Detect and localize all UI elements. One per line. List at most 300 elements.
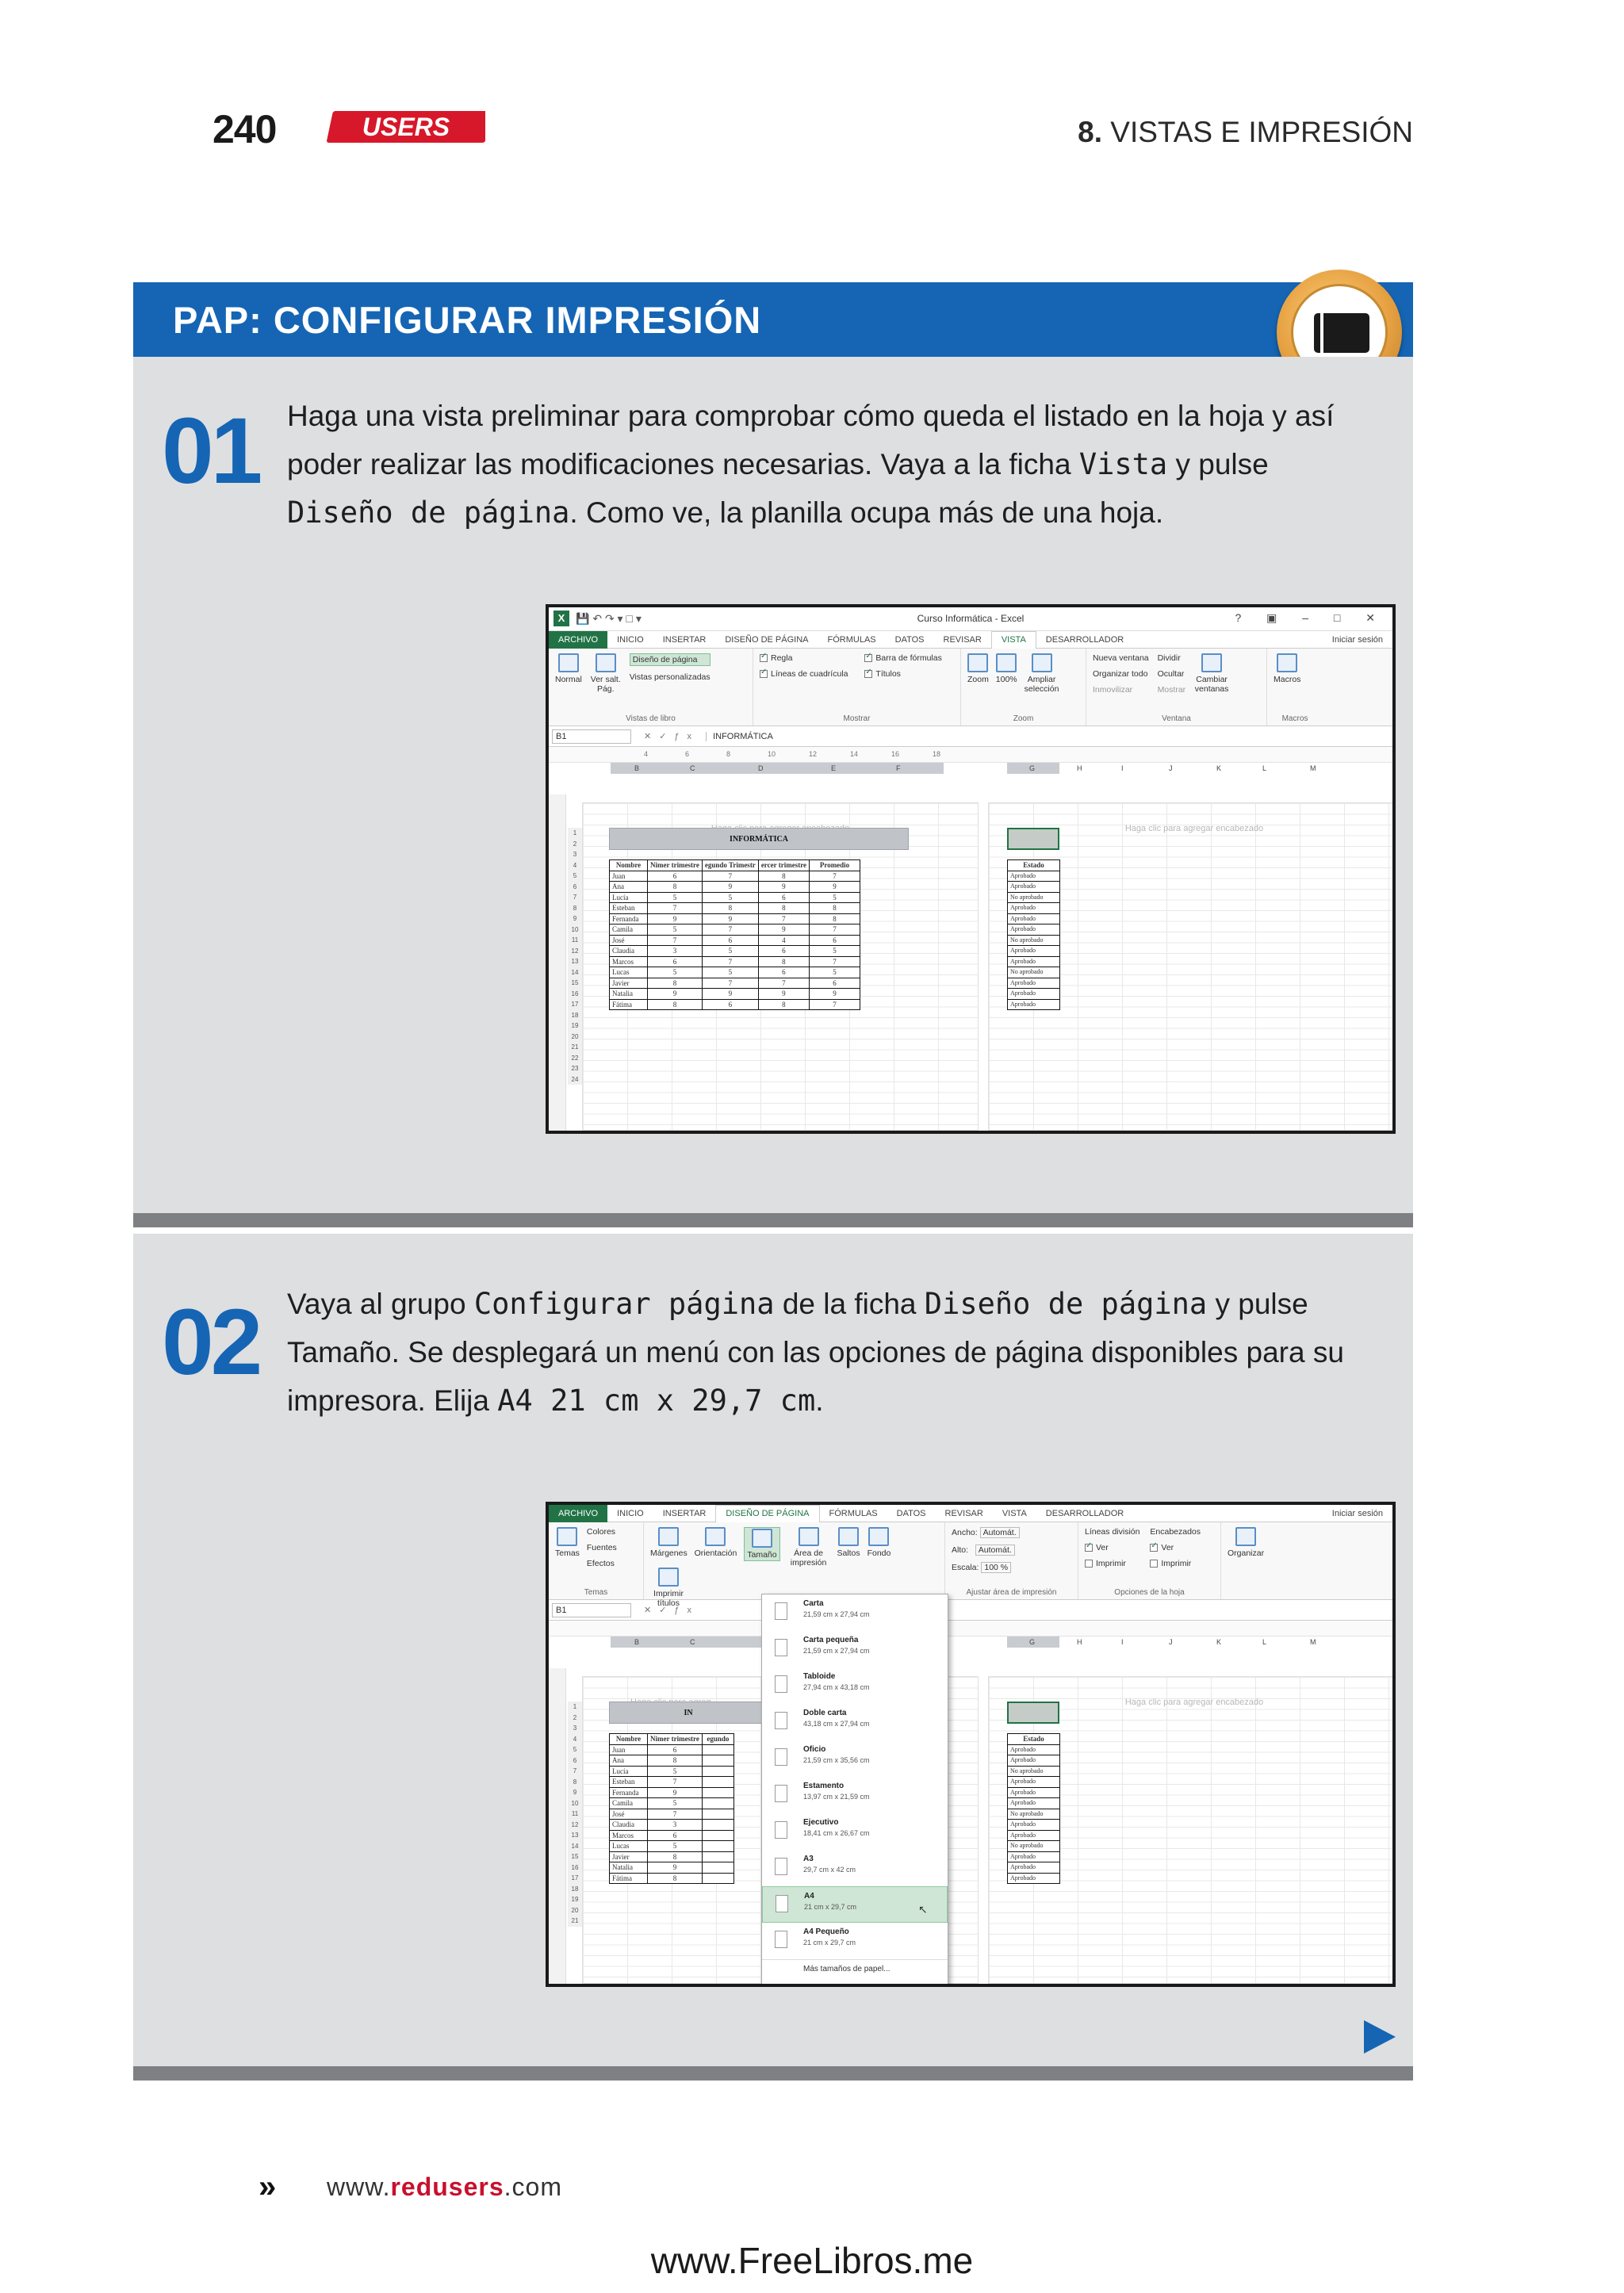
cell[interactable]: 7	[758, 978, 809, 989]
tab-formulas[interactable]: FÓRMULAS	[827, 634, 876, 645]
name-box[interactable]: B1	[552, 1603, 631, 1617]
cell[interactable]: Lucía	[610, 1766, 648, 1777]
cell[interactable]: 8	[648, 999, 703, 1010]
cell[interactable]: Nombre	[610, 1734, 648, 1745]
table-row	[1008, 1820, 1060, 1831]
cell[interactable]: Camila	[610, 1798, 648, 1809]
size-button[interactable]: Tamaño	[744, 1527, 779, 1561]
cell[interactable]: 9	[758, 882, 809, 893]
unhide-button[interactable]: Mostrar	[1157, 685, 1186, 695]
cell[interactable]: Aprobado	[1008, 1851, 1060, 1862]
zoom-selection-button[interactable]: Ampliar selección	[1025, 653, 1059, 694]
cell[interactable]: 6	[702, 999, 758, 1010]
cell[interactable]: 5	[702, 967, 758, 978]
cell[interactable]: Aprobado	[1008, 1862, 1060, 1874]
cell[interactable]: 6	[648, 956, 703, 967]
background-button[interactable]: Fondo	[868, 1527, 891, 1558]
cell[interactable]: Aprobado	[1008, 903, 1060, 914]
cell[interactable]: 7	[702, 871, 758, 882]
tab-vista[interactable]: VISTA	[1002, 1508, 1027, 1518]
step-divider	[133, 2066, 1413, 2081]
cell[interactable]: Aprobado	[1008, 882, 1060, 893]
paper-size-dimensions: 21,59 cm x 35,56 cm	[803, 1756, 870, 1764]
cell[interactable]	[702, 1744, 733, 1755]
cell[interactable]: 9	[810, 882, 860, 893]
more-paper-sizes-link[interactable]: Más tamaños de papel...	[762, 1959, 948, 1973]
cell[interactable]: Esteban	[610, 1777, 648, 1788]
cell[interactable]: 5	[648, 1766, 703, 1777]
cell[interactable]: 7	[648, 1777, 703, 1788]
cell[interactable]: Fátima	[610, 1873, 648, 1884]
formula-value[interactable]: INFORMÁTICA	[706, 732, 773, 741]
table-row	[610, 1873, 734, 1884]
group-ventana: Nueva ventana Organizar todo Inmovilizar Dividir Ocultar Mostrar Cambiar ventanas Ventana	[1086, 649, 1267, 725]
paper-size-item[interactable]	[762, 1631, 948, 1667]
cell[interactable]: 8	[648, 1851, 703, 1862]
page-layout-button[interactable]: Diseño de página	[630, 653, 710, 666]
sign-in-link[interactable]: Iniciar sesión	[1331, 1508, 1383, 1518]
cell[interactable]: 6	[810, 978, 860, 989]
cell[interactable]: José	[610, 1809, 648, 1820]
table-row	[1008, 989, 1060, 1000]
table-row	[1008, 956, 1060, 967]
table-row	[610, 935, 860, 946]
cell[interactable]: 6	[648, 1830, 703, 1841]
breaks-button[interactable]: Saltos	[837, 1527, 860, 1558]
cell[interactable]: 4	[758, 935, 809, 946]
cell[interactable]: 8	[702, 903, 758, 914]
pap-title: PAP: CONFIGURAR IMPRESIÓN	[173, 299, 762, 341]
scale-input[interactable]: Escala: 100 %	[952, 1562, 1071, 1573]
cell[interactable]: 5	[702, 892, 758, 903]
themes-button[interactable]: Temas	[555, 1527, 580, 1558]
table-row	[610, 989, 860, 1000]
paper-size-name: Carta	[803, 1599, 824, 1608]
page-break-button[interactable]: Ver salt. Pág.	[589, 653, 622, 694]
table-row	[1008, 903, 1060, 914]
cell[interactable]	[702, 1862, 733, 1874]
cell[interactable]: egundo	[702, 1734, 733, 1745]
paper-size-item[interactable]	[762, 1704, 948, 1740]
grades-table	[609, 1733, 734, 1884]
tab-inicio[interactable]: INICIO	[617, 1508, 644, 1518]
group-opciones-hoja: Líneas división ✓ Ver Imprimir Encabezados ✓ Ver Imprimir Opciones de la hoja	[1078, 1522, 1221, 1599]
cell[interactable]: 5	[810, 967, 860, 978]
cell[interactable]: 7	[758, 913, 809, 924]
cell[interactable]: 6	[758, 892, 809, 903]
paper-size-dimensions: 29,7 cm x 42 cm	[803, 1866, 856, 1874]
zoom-100-button[interactable]: 100%	[996, 653, 1017, 684]
switch-windows-button[interactable]: Cambiar ventanas	[1194, 653, 1229, 694]
cell[interactable]: Estado	[1008, 1734, 1060, 1745]
table-row	[610, 1755, 734, 1767]
cell[interactable]: 5	[810, 946, 860, 957]
cell[interactable]: 7	[702, 978, 758, 989]
cell[interactable]: No aprobado	[1008, 1766, 1060, 1777]
ruler-checkbox[interactable]: ✓ Regla	[760, 653, 848, 663]
page-icon	[775, 1712, 787, 1729]
cell[interactable]: Aprobado	[1008, 989, 1060, 1000]
cell[interactable]: Aprobado	[1008, 956, 1060, 967]
tab-datos[interactable]: DATOS	[894, 634, 925, 645]
cell[interactable]: 7	[810, 956, 860, 967]
cell[interactable]	[702, 1787, 733, 1798]
cell[interactable]	[702, 1766, 733, 1777]
paper-size-item[interactable]	[762, 1886, 948, 1923]
group-macros: Macros Macros	[1267, 649, 1323, 725]
cell[interactable]: 8	[648, 1755, 703, 1767]
sign-in-link[interactable]: Iniciar sesión	[1331, 634, 1383, 645]
paper-size-item[interactable]	[762, 1667, 948, 1704]
paper-size-name: Doble carta	[803, 1709, 847, 1717]
tab-desarrollador[interactable]: DESARROLLADOR	[1045, 1508, 1124, 1518]
table-row	[610, 1787, 734, 1798]
cell[interactable]: Marcos	[610, 1830, 648, 1841]
worksheet-area[interactable]	[549, 794, 1392, 1131]
cell[interactable]	[702, 1809, 733, 1820]
formula-bar-checkbox[interactable]: ✓ Barra de fórmulas	[864, 653, 941, 663]
tab-inicio[interactable]: INICIO	[617, 634, 644, 645]
new-window-button[interactable]: Nueva ventana	[1093, 653, 1149, 663]
table-row	[610, 924, 860, 936]
cell[interactable]: Aprobado	[1008, 1820, 1060, 1831]
cell[interactable]: Marcos	[610, 956, 648, 967]
cell[interactable]: Nimer trimestre	[648, 860, 703, 871]
cell[interactable]: 5	[648, 1841, 703, 1852]
zoom-button[interactable]: Zoom	[967, 653, 989, 684]
cell[interactable]: 8	[648, 978, 703, 989]
headings-checkbox[interactable]: ✓ Títulos	[864, 669, 941, 679]
cell[interactable]: Nimer trimestre	[648, 1734, 703, 1745]
cell[interactable]: Esteban	[610, 903, 648, 914]
gridlines-checkbox[interactable]: ✓ Líneas de cuadrícula	[760, 669, 848, 679]
row-numbers: 1 2 3 4 5 6 7 8 9 10 11 12 13 14 15 16 17 18 19 20 21	[568, 1702, 582, 1927]
cell[interactable]: Aprobado	[1008, 946, 1060, 957]
cell[interactable]: Javier	[610, 978, 648, 989]
worksheet-area[interactable]	[549, 1668, 1392, 1984]
table-row	[610, 1841, 734, 1852]
cell[interactable]: José	[610, 935, 648, 946]
cell[interactable]: 3	[648, 946, 703, 957]
formula-bar	[549, 726, 1392, 747]
margins-button[interactable]: Márgenes	[650, 1527, 688, 1558]
cell[interactable]: 8	[758, 956, 809, 967]
cell[interactable]: 7	[648, 1809, 703, 1820]
sheet-title-cell[interactable]: INFORMÁTICA	[609, 828, 909, 850]
table-row	[610, 882, 860, 893]
cell[interactable]: 8	[758, 903, 809, 914]
cell[interactable]: 5	[648, 924, 703, 936]
cell[interactable]: egundo Trimestr	[702, 860, 758, 871]
cell[interactable]: 8	[648, 882, 703, 893]
paper-size-item[interactable]	[762, 1777, 948, 1813]
cell[interactable]: 5	[648, 892, 703, 903]
fonts-button[interactable]: Fuentes	[586, 1543, 617, 1552]
table-row	[1008, 978, 1060, 989]
horizontal-ruler: 4 6 8 10 12 14 16 18	[549, 747, 1392, 763]
cell[interactable]: Lucas	[610, 1841, 648, 1852]
tab-insertar[interactable]: INSERTAR	[662, 634, 707, 645]
tab-revisar[interactable]: REVISAR	[944, 1508, 983, 1518]
window-controls[interactable]: ? ▣ – □ ✕	[1235, 611, 1386, 624]
horizontal-ruler	[549, 1621, 1392, 1636]
tab-datos[interactable]: DATOS	[896, 1508, 926, 1518]
paper-size-item[interactable]	[762, 1923, 948, 1959]
cell[interactable]: 6	[810, 935, 860, 946]
paper-size-dimensions: 21,59 cm x 27,94 cm	[803, 1647, 870, 1655]
cell[interactable]: 9	[648, 1787, 703, 1798]
colors-button[interactable]: Colores	[586, 1527, 616, 1537]
table-row	[610, 1744, 734, 1755]
page-icon	[775, 1931, 787, 1948]
header-hint-page2[interactable]: Haga clic para agregar encabezado	[1124, 1698, 1264, 1707]
step-number: 01	[162, 399, 260, 503]
paper-size-item[interactable]	[762, 1594, 948, 1631]
cell[interactable]: Nombre	[610, 860, 648, 871]
cell[interactable]: No aprobado	[1008, 892, 1060, 903]
cell[interactable]: Aprobado	[1008, 1830, 1060, 1841]
page-number: 240	[213, 107, 277, 151]
width-select[interactable]: Ancho: Automát.	[952, 1527, 1071, 1538]
cell[interactable]: 3	[648, 1820, 703, 1831]
table-row	[1008, 935, 1060, 946]
selected-cell-g[interactable]	[1007, 1702, 1059, 1724]
table-row	[610, 1862, 734, 1874]
chapter-title: 8. VISTAS E IMPRESIÓN	[1078, 116, 1413, 148]
cell[interactable]: No aprobado	[1008, 967, 1060, 978]
cell[interactable]: 7	[648, 935, 703, 946]
mouse-cursor-icon: ↖	[918, 1903, 928, 1916]
hide-button[interactable]: Ocultar	[1157, 669, 1185, 679]
table-row	[1008, 999, 1060, 1010]
cell[interactable]: Ana	[610, 882, 648, 893]
cell[interactable]	[702, 1851, 733, 1862]
selected-cell-g[interactable]	[1007, 828, 1059, 850]
cell[interactable]: Natalia	[610, 1862, 648, 1874]
cell[interactable]	[702, 1777, 733, 1788]
gridlines-print-checkbox[interactable]: Imprimir	[1085, 1559, 1139, 1568]
cell[interactable]: Aprobado	[1008, 1744, 1060, 1755]
cell[interactable]: 7	[648, 903, 703, 914]
cell[interactable]: 8	[758, 999, 809, 1010]
split-button[interactable]: Dividir	[1157, 653, 1181, 663]
paper-size-item[interactable]	[762, 1740, 948, 1777]
cell[interactable]: 6	[648, 1744, 703, 1755]
table-row	[610, 1766, 734, 1777]
step-number: 02	[162, 1290, 260, 1395]
table-row	[1008, 1862, 1060, 1874]
excel-screenshot-page-layout	[546, 604, 1396, 1134]
cell[interactable]: Aprobado	[1008, 1787, 1060, 1798]
cell[interactable]	[702, 1841, 733, 1852]
print-titles-button[interactable]: Imprimir títulos	[650, 1568, 687, 1608]
cell[interactable]: Estado	[1008, 860, 1060, 871]
cell[interactable]: Juan	[610, 871, 648, 882]
cell[interactable]: ercer trimestre	[758, 860, 809, 871]
paper-size-item[interactable]	[762, 1813, 948, 1850]
table-row	[1008, 882, 1060, 893]
paper-size-dimensions: 27,94 cm x 43,18 cm	[803, 1683, 870, 1691]
cell[interactable]: No aprobado	[1008, 935, 1060, 946]
cell[interactable]: 9	[758, 989, 809, 1000]
cell[interactable]: Javier	[610, 1851, 648, 1862]
quick-access-icons: 💾 ↶ ↷ ▾ □ ▾	[576, 612, 642, 625]
grades-table	[609, 859, 860, 1010]
cell[interactable]: Claudia	[610, 946, 648, 957]
step-02	[133, 1234, 1413, 2077]
print-area-button[interactable]: Área de impresión	[787, 1527, 830, 1568]
double-chevron-icon: »	[259, 2169, 269, 2204]
height-select[interactable]: Alto: Automát.	[952, 1545, 1071, 1556]
group-vistas-libro: Normal Ver salt. Pág. Diseño de página Vistas personalizadas Vistas de libro	[549, 649, 753, 725]
cell[interactable]: 7	[810, 924, 860, 936]
cell[interactable]: Aprobado	[1008, 1873, 1060, 1884]
headings-view-checkbox[interactable]: ✓ Ver	[1150, 1543, 1201, 1552]
cell[interactable]	[702, 1755, 733, 1767]
table-row	[610, 967, 860, 978]
cell[interactable]: Aprobado	[1008, 871, 1060, 882]
cell[interactable]: 9	[758, 924, 809, 936]
cell[interactable]: Fernanda	[610, 1787, 648, 1798]
cell[interactable]: Juan	[610, 1744, 648, 1755]
column-headers: B C D E F G H I J K L M	[549, 763, 1392, 775]
cell[interactable]: 6	[648, 871, 703, 882]
table-row	[1008, 967, 1060, 978]
cell[interactable]: Aprobado	[1008, 999, 1060, 1010]
table-row	[610, 903, 860, 914]
cell[interactable]: 9	[648, 1862, 703, 1874]
cell[interactable]	[702, 1820, 733, 1831]
paper-size-item[interactable]	[762, 1850, 948, 1886]
cell[interactable]: No aprobado	[1008, 1809, 1060, 1820]
table-row	[1008, 1744, 1060, 1755]
pap-header	[133, 282, 1413, 357]
cell[interactable]: Aprobado	[1008, 1755, 1060, 1767]
footer-url[interactable]: www.redusers.com	[327, 2172, 562, 2201]
cell[interactable]: 9	[648, 989, 703, 1000]
cell[interactable]: 9	[702, 913, 758, 924]
cell[interactable]: 7	[702, 924, 758, 936]
normal-button[interactable]: Normal	[555, 653, 582, 684]
orientation-button[interactable]: Orientación	[695, 1527, 737, 1558]
tab-revisar[interactable]: REVISAR	[943, 634, 982, 645]
cell[interactable]: Lucía	[610, 892, 648, 903]
paper-size-name: A4 Pequeño	[803, 1927, 849, 1936]
cell[interactable]: 6	[758, 946, 809, 957]
vertical-ruler	[549, 1668, 566, 1984]
cell[interactable]: 7	[810, 999, 860, 1010]
cell[interactable]: 7	[702, 956, 758, 967]
cell[interactable]: Aprobado	[1008, 924, 1060, 936]
arrange-button[interactable]: Organizar	[1228, 1527, 1264, 1558]
cell[interactable]: 9	[648, 913, 703, 924]
cell[interactable]: Aprobado	[1008, 1798, 1060, 1809]
cell[interactable]: No aprobado	[1008, 1841, 1060, 1852]
cell[interactable]: 9	[702, 882, 758, 893]
gridlines-label: Líneas división	[1085, 1527, 1140, 1537]
headings-print-checkbox[interactable]: Imprimir	[1150, 1559, 1201, 1568]
cell[interactable]: 5	[648, 967, 703, 978]
next-arrow-icon[interactable]	[1364, 2020, 1396, 2054]
group-ajustar: Ancho: Automát. Alto: Automát. Escala: 100 % Ajustar área de impresión	[945, 1522, 1078, 1599]
cell[interactable]: 8	[758, 871, 809, 882]
cell[interactable]: Aprobado	[1008, 978, 1060, 989]
cell[interactable]: 5	[648, 1798, 703, 1809]
step-01	[133, 357, 1413, 1213]
users-logo	[327, 111, 485, 143]
table-row	[610, 871, 860, 882]
group-temas: Temas Colores Fuentes Efectos Temas	[549, 1522, 644, 1599]
tab-diseno-pagina[interactable]: DISEÑO DE PÁGINA	[715, 1505, 819, 1522]
cell[interactable]: Lucas	[610, 967, 648, 978]
cell[interactable]: 9	[810, 989, 860, 1000]
paper-size-dimensions: 21,59 cm x 27,94 cm	[803, 1610, 870, 1618]
cell[interactable]: Aprobado	[1008, 1777, 1060, 1788]
table-row	[1008, 1766, 1060, 1777]
paper-size-dimensions: 18,41 cm x 26,67 cm	[803, 1829, 870, 1837]
cell[interactable]: 6	[758, 967, 809, 978]
page-icon	[775, 1639, 787, 1656]
custom-views-button[interactable]: Vistas personalizadas	[629, 672, 710, 682]
cell[interactable]: Promedio	[810, 860, 860, 871]
cell[interactable]: Fernanda	[610, 913, 648, 924]
macros-button[interactable]: Macros	[1274, 653, 1300, 684]
gridlines-view-checkbox[interactable]: ✓ Ver	[1085, 1543, 1139, 1552]
cell[interactable]	[702, 1798, 733, 1809]
tab-archivo[interactable]: ARCHIVO	[549, 1505, 607, 1522]
table-row	[610, 956, 860, 967]
cell[interactable]: Camila	[610, 924, 648, 936]
header-hint-page2[interactable]: Haga clic para agregar encabezado	[1124, 824, 1264, 833]
cell[interactable]: Ana	[610, 1755, 648, 1767]
cell[interactable]: 8	[810, 913, 860, 924]
cell[interactable]	[702, 1873, 733, 1884]
name-box[interactable]: B1	[552, 729, 631, 744]
cell[interactable]: 7	[810, 871, 860, 882]
cell[interactable]: 8	[810, 903, 860, 914]
cell[interactable]: 9	[702, 989, 758, 1000]
tab-archivo[interactable]: ARCHIVO	[549, 631, 607, 649]
cell[interactable]: Claudia	[610, 1820, 648, 1831]
cell[interactable]: Natalia	[610, 989, 648, 1000]
tab-desarrollador[interactable]: DESARROLLADOR	[1045, 634, 1124, 645]
table-row	[1008, 1851, 1060, 1862]
arrange-all-button[interactable]: Organizar todo	[1093, 669, 1148, 679]
cell[interactable]: Fátima	[610, 999, 648, 1010]
cell[interactable]: 5	[702, 946, 758, 957]
page-icon	[775, 1748, 787, 1766]
page-icon	[775, 1858, 787, 1875]
sheet-title-cell[interactable]: IN	[609, 1702, 768, 1724]
tab-insertar[interactable]: INSERTAR	[662, 1508, 707, 1518]
cell[interactable]: 6	[702, 935, 758, 946]
table-row	[1008, 1841, 1060, 1852]
cell[interactable]: 8	[648, 1873, 703, 1884]
freeze-button[interactable]: Inmovilizar	[1093, 685, 1133, 695]
excel-icon: X	[553, 611, 569, 626]
table-header-row	[1008, 860, 1060, 871]
cell[interactable]: Aprobado	[1008, 913, 1060, 924]
tab-diseno-pagina[interactable]: DISEÑO DE PÁGINA	[725, 634, 809, 645]
table-row	[610, 999, 860, 1010]
effects-button[interactable]: Efectos	[586, 1559, 615, 1568]
paper-size-dimensions: 13,97 cm x 21,59 cm	[803, 1793, 870, 1801]
headings-label: Encabezados	[1150, 1527, 1201, 1537]
cell[interactable]	[702, 1830, 733, 1841]
tab-formulas[interactable]: FÓRMULAS	[829, 1508, 878, 1518]
cell[interactable]: 5	[810, 892, 860, 903]
tab-vista[interactable]: VISTA	[991, 631, 1036, 649]
